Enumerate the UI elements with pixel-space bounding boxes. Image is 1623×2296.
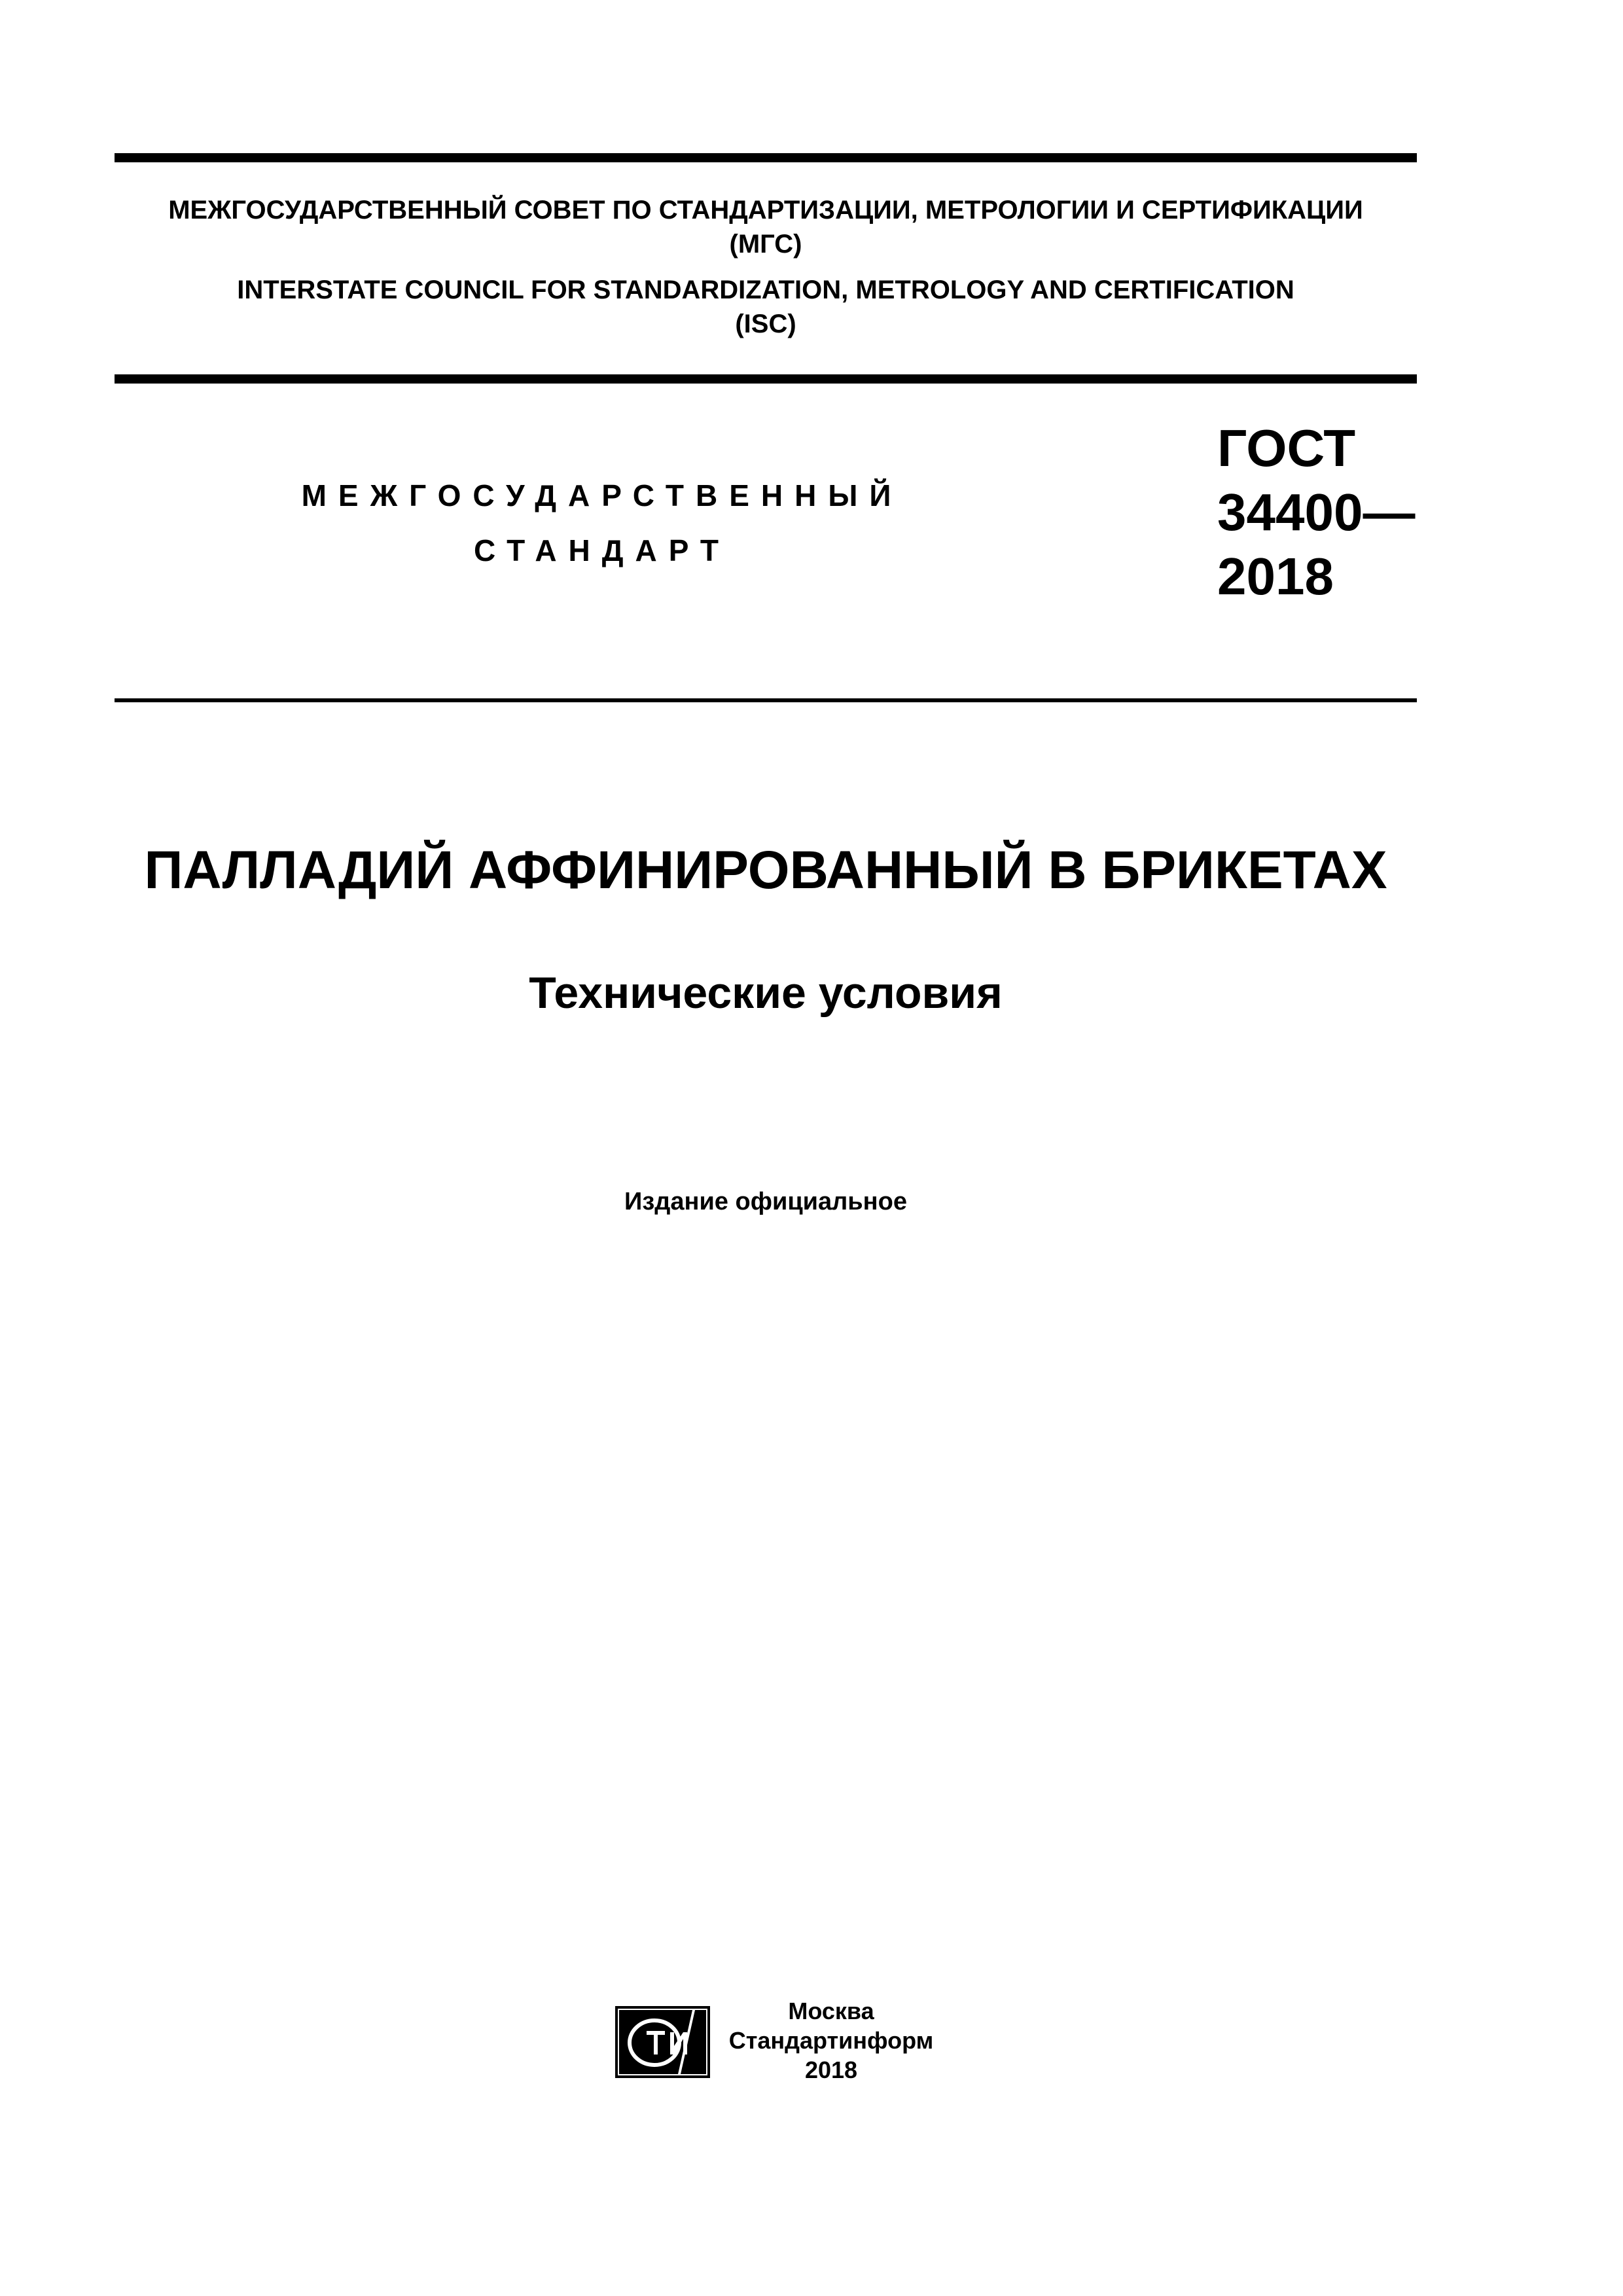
edition-note: Издание официальное xyxy=(624,1188,907,1215)
standard-kind xyxy=(275,468,929,578)
thin-rule xyxy=(115,698,1417,702)
council-name-ru: МЕЖГОСУДАРСТВЕННЫЙ СОВЕТ ПО СТАНДАРТИЗАЦИИ, МЕТРОЛОГИИ И СЕРТИФИКАЦИИ xyxy=(168,196,1363,224)
council-header xyxy=(115,193,1417,341)
council-abbr-en: (ISC) xyxy=(735,310,796,338)
top-rule xyxy=(115,153,1417,162)
middle-rule xyxy=(115,374,1417,384)
publisher-info xyxy=(726,1996,936,2085)
standard-code-year: 2018 xyxy=(1217,547,1334,605)
standard-code-number: 34400— xyxy=(1217,483,1416,541)
standard-code xyxy=(1217,416,1415,609)
publisher-year: 2018 xyxy=(804,2056,858,2083)
standard-kind-line2: СТАНДАРТ xyxy=(474,533,730,567)
standartinform-logo-icon xyxy=(615,2006,710,2078)
publisher-city: Москва xyxy=(788,1998,874,2024)
document-title: ПАЛЛАДИЙ АФФИНИРОВАННЫЙ В БРИКЕТАХ xyxy=(144,840,1387,900)
council-abbr-ru: (МГС) xyxy=(729,230,802,259)
standard-code-prefix: ГОСТ xyxy=(1217,419,1356,477)
document-subtitle: Технические условия xyxy=(529,968,1003,1018)
council-spacer xyxy=(115,261,1417,273)
council-name-en: INTERSTATE COUNCIL FOR STANDARDIZATION, METROLOGY AND CERTIFICATION xyxy=(237,276,1294,304)
standard-kind-line1: МЕЖГОСУДАРСТВЕННЫЙ xyxy=(301,478,903,512)
publisher-name: Стандартинформ xyxy=(728,2027,934,2054)
